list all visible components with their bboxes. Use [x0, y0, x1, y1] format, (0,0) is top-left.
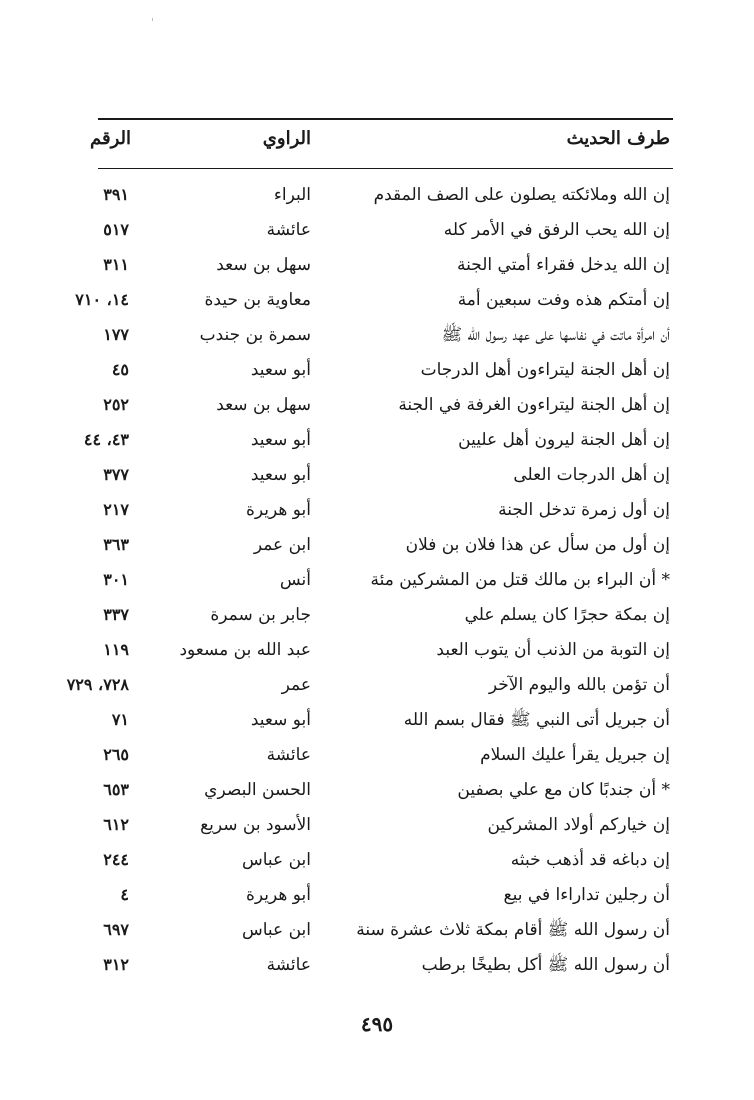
hadith-text: إن أهل الجنة ليتراءون الغرفة في الجنة: [398, 395, 670, 415]
hadith-text: إن أول من سأل عن هذا فلان بن فلان: [405, 535, 670, 555]
table-row: [0, 215, 754, 249]
hadith-text: * أن البراء بن مالك قتل من المشركين مئة: [370, 570, 670, 590]
hadith-text: أن رسول الله ﷺ أكل بطيخًا برطب: [421, 955, 670, 975]
hadith-text: إن بمكة حجرًا كان يسلم علي: [464, 605, 670, 625]
hadith-text: إن دباغه قد أذهب خبثه: [510, 850, 670, 870]
narrator: الأسود بن سريع: [200, 815, 311, 835]
table-row: [0, 775, 754, 809]
hadith-number: ٢٤٤: [103, 850, 129, 869]
hadith-text: أن رجلين تداراءا في بيع: [503, 885, 670, 905]
hadith-text: إن الله يدخل فقراء أمتي الجنة: [457, 255, 670, 275]
table-row: [0, 390, 754, 424]
hadith-text: * أن جندبًا كان مع علي بصفين: [457, 780, 670, 800]
narrator: عائشة: [266, 745, 311, 765]
table-row: [0, 180, 754, 214]
header-rule: [98, 168, 673, 169]
table-row: [0, 635, 754, 669]
narrator: الحسن البصري: [204, 780, 311, 800]
narrator: سمرة بن جندب: [199, 325, 311, 345]
narrator: أبو هريرة: [245, 885, 311, 905]
hadith-number: ٤٣، ٤٤: [83, 430, 129, 449]
table-row: [0, 425, 754, 459]
hadith-text: إن أول زمرة تدخل الجنة: [498, 500, 670, 520]
hadith-text: إن أهل الجنة ليرون أهل عليين: [458, 430, 670, 450]
table-row: [0, 600, 754, 634]
hadith-number: ١٧٧: [103, 325, 129, 344]
hadith-number: ٤٥: [111, 360, 129, 379]
table-row: [0, 495, 754, 529]
hadith-number: ٥١٧: [103, 220, 129, 239]
table-row: [0, 950, 754, 984]
table-row: [0, 320, 754, 354]
hadith-text: إن خياركم أولاد المشركين: [487, 815, 670, 835]
hadith-text: إن التوبة من الذنب أن يتوب العبد: [436, 640, 670, 660]
narrator: عائشة: [266, 220, 311, 240]
table-row: [0, 460, 754, 494]
narrator: ابن عمر: [253, 535, 311, 555]
table-row: [0, 915, 754, 949]
table-row: [0, 565, 754, 599]
hadith-text: أن امرأة ماتت في نفاسها على عهد رسول الله ﷺ: [441, 325, 670, 345]
table-row: [0, 285, 754, 319]
hadith-number: ٣٧٧: [103, 465, 129, 484]
table-row: [0, 845, 754, 879]
hadith-number: ٧٢٨، ٧٢٩: [66, 675, 129, 694]
hadith-text: إن أمتكم هذه وفت سبعين أمة: [457, 290, 670, 310]
header-rawi: الراوي: [262, 128, 311, 149]
hadith-text: أن رسول الله ﷺ أقام بمكة ثلاث عشرة سنة: [356, 920, 670, 940]
narrator: سهل بن سعد: [216, 255, 311, 275]
hadith-number: ٣١١: [103, 255, 129, 274]
hadith-text: إن أهل الجنة ليتراءون أهل الدرجات: [420, 360, 670, 380]
narrator: عائشة: [266, 955, 311, 975]
scan-speck: [152, 18, 153, 21]
narrator: البراء: [273, 185, 311, 205]
hadith-number: ٦٩٧: [103, 920, 129, 939]
table-row: [0, 705, 754, 739]
narrator: أبو هريرة: [245, 500, 311, 520]
hadith-number: ٢١٧: [103, 500, 129, 519]
hadith-number: ٦١٢: [103, 815, 129, 834]
hadith-text: إن الله وملائكته يصلون على الصف المقدم: [373, 185, 670, 205]
narrator: عبد الله بن مسعود: [179, 640, 311, 660]
narrator: أنس: [279, 570, 311, 590]
narrator: ابن عباس: [241, 850, 311, 870]
hadith-text: إن جبريل يقرأ عليك السلام: [480, 745, 670, 765]
hadith-text: أن جبريل أتى النبي ﷺ فقال بسم الله: [403, 710, 670, 730]
header-number: الرقم: [89, 128, 131, 149]
table-row: [0, 530, 754, 564]
hadith-number: ٣١٢: [103, 955, 129, 974]
hadith-number: ٣٩١: [103, 185, 129, 204]
hadith-number: ١٤، ٧١٠: [75, 290, 129, 309]
narrator: عمر: [281, 675, 311, 695]
narrator: جابر بن سمرة: [210, 605, 311, 625]
hadith-number: ٣٦٣: [103, 535, 129, 554]
hadith-number: ٧١: [111, 710, 129, 729]
table-row: [0, 740, 754, 774]
top-rule: [98, 118, 673, 120]
narrator: أبو سعيد: [250, 430, 311, 450]
hadith-number: ٣٣٧: [103, 605, 129, 624]
narrator: أبو سعيد: [250, 360, 311, 380]
hadith-number: ٦٥٣: [103, 780, 129, 799]
table-row: [0, 250, 754, 284]
hadith-text: إن أهل الدرجات العلى: [513, 465, 670, 485]
table-row: [0, 810, 754, 844]
hadith-text: أن تؤمن بالله واليوم الآخر: [488, 675, 670, 695]
narrator: سهل بن سعد: [216, 395, 311, 415]
hadith-text: إن الله يحب الرفق في الأمر كله: [443, 220, 670, 240]
page-number: ٤٩٥: [360, 1012, 394, 1036]
hadith-number: ١١٩: [103, 640, 129, 659]
hadith-number: ٤: [120, 885, 129, 904]
hadith-number: ٢٥٢: [103, 395, 129, 414]
hadith-number: ٢٦٥: [103, 745, 129, 764]
table-row: [0, 355, 754, 389]
narrator: أبو سعيد: [250, 465, 311, 485]
narrator: ابن عباس: [241, 920, 311, 940]
table-row: [0, 670, 754, 704]
narrator: أبو سعيد: [250, 710, 311, 730]
table-row: [0, 880, 754, 914]
narrator: معاوية بن حيدة: [204, 290, 311, 310]
hadith-number: ٣٠١: [103, 570, 129, 589]
header-hadith: طرف الحديث: [566, 128, 670, 149]
